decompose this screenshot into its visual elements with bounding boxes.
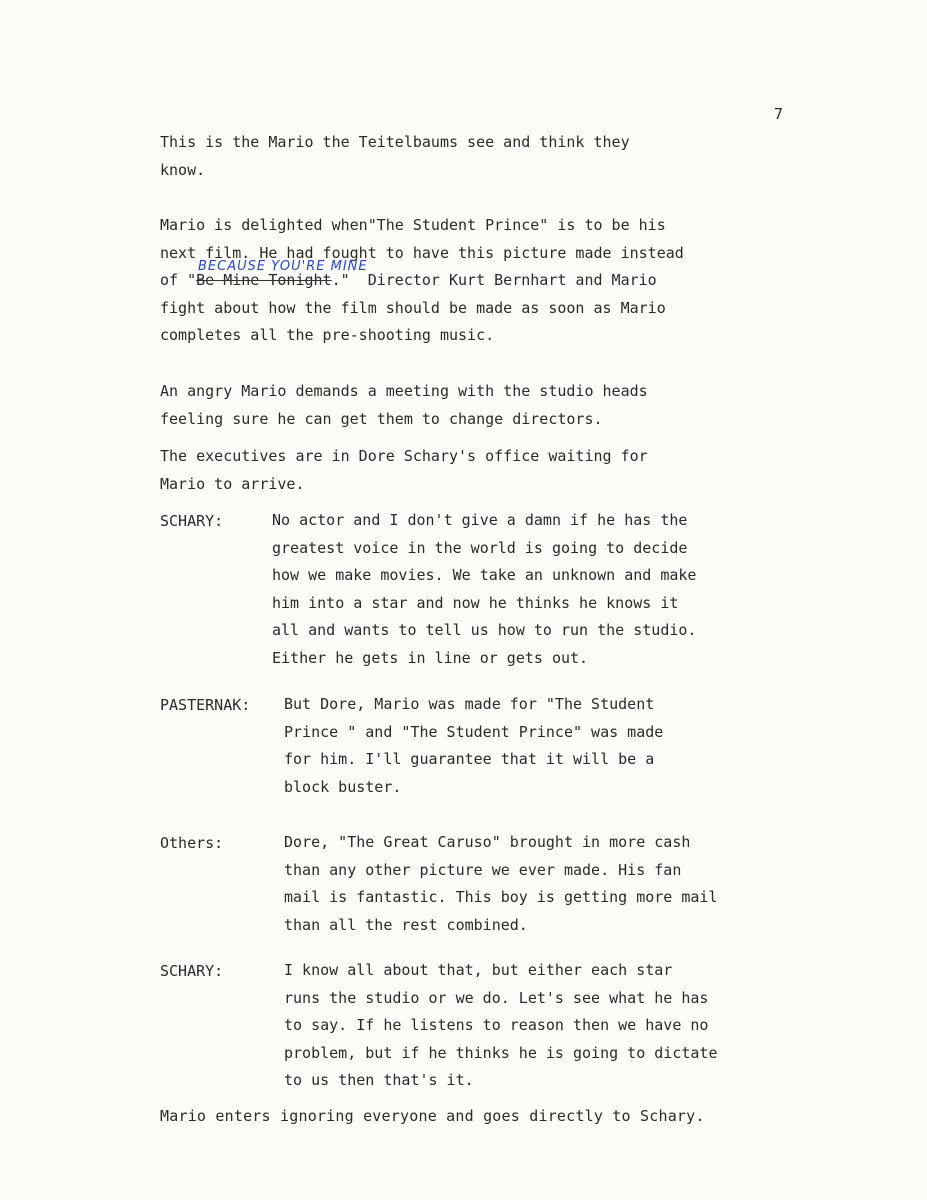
text-line: Mario to arrive.: [160, 474, 305, 493]
paragraph-intro: [160, 133, 630, 188]
text-fragment: ." Director Kurt Bernhart and Mario: [331, 271, 657, 289]
speaker-label: SCHARY:: [160, 512, 224, 530]
dialogue-line: No actor and I don't give a damn if he has the: [272, 511, 688, 529]
dialogue-line: mail is fantastic. This boy is getting more mail: [284, 888, 718, 906]
text-line-with-strike: [160, 271, 684, 299]
dialogue-line: Prince " and "The Student Prince" was made: [284, 722, 664, 741]
text-line: The executives are in Dore Schary's office waiting for: [160, 447, 648, 465]
dialogue-line: to say. If he listens to reason then we have no: [284, 1016, 709, 1034]
dialogue-line: to us then that's it.: [284, 1071, 474, 1089]
dialogue-block: [272, 511, 696, 676]
text-line: Mario is delighted when"The Student Prince" is to be his: [160, 216, 666, 234]
dialogue-line: I know all about that, but either each star: [284, 961, 673, 979]
handwritten-correction: BECAUSE YOU'RE MINE: [198, 259, 368, 274]
dialogue-line: him into a star and now he thinks he knows it: [272, 593, 679, 612]
dialogue-block: [284, 833, 717, 943]
text-line: completes all the pre-shooting music.: [160, 326, 495, 344]
dialogue-block: [284, 961, 717, 1099]
dialogue-line: all and wants to tell us how to run the studio.: [272, 621, 697, 639]
speaker-label: PASTERNAK:: [160, 696, 251, 714]
page-number: 7: [774, 105, 784, 123]
speaker-label: Others:: [160, 834, 224, 852]
dialogue-line: greatest voice in the world is going to decide: [272, 538, 688, 557]
text-line: An angry Mario demands a meeting with the studio heads: [160, 382, 648, 400]
dialogue-line: than all the rest combined.: [284, 915, 528, 934]
paragraph-angry-mario: [160, 382, 648, 437]
struck-title: Be Mine Tonight: [196, 271, 332, 289]
dialogue-line: how we make movies. We take an unknown and make: [272, 566, 697, 584]
dialogue-block: [284, 695, 663, 805]
text-line: This is the Mario the Teitelbaums see and think they: [160, 133, 630, 151]
dialogue-line: Either he gets in line or gets out.: [272, 648, 589, 667]
text-line: feeling sure he can get them to change directors.: [160, 409, 603, 428]
dialogue-line: block buster.: [284, 777, 402, 796]
paragraph-student-prince: [160, 216, 684, 354]
dialogue-line: runs the studio or we do. Let's see what he has: [284, 988, 709, 1007]
text-line: next film. He had fought to have this picture made instead: [160, 243, 684, 262]
text-fragment: of ": [160, 271, 197, 289]
dialogue-line: for him. I'll guarantee that it will be a: [284, 750, 655, 768]
text-line: fight about how the film should be made as soon as Mario: [160, 298, 666, 317]
dialogue-line: problem, but if he thinks he is going to dictate: [284, 1043, 718, 1062]
closing-line: Mario enters ignoring everyone and goes directly to Schary.: [160, 1107, 705, 1125]
speaker-label: SCHARY:: [160, 962, 224, 980]
dialogue-line: But Dore, Mario was made for "The Student: [284, 695, 655, 713]
dialogue-line: Dore, "The Great Caruso" brought in more cash: [284, 833, 691, 851]
dialogue-line: than any other picture we ever made. His fan: [284, 860, 682, 879]
paragraph-executives: [160, 447, 648, 502]
text-line: know.: [160, 160, 206, 179]
